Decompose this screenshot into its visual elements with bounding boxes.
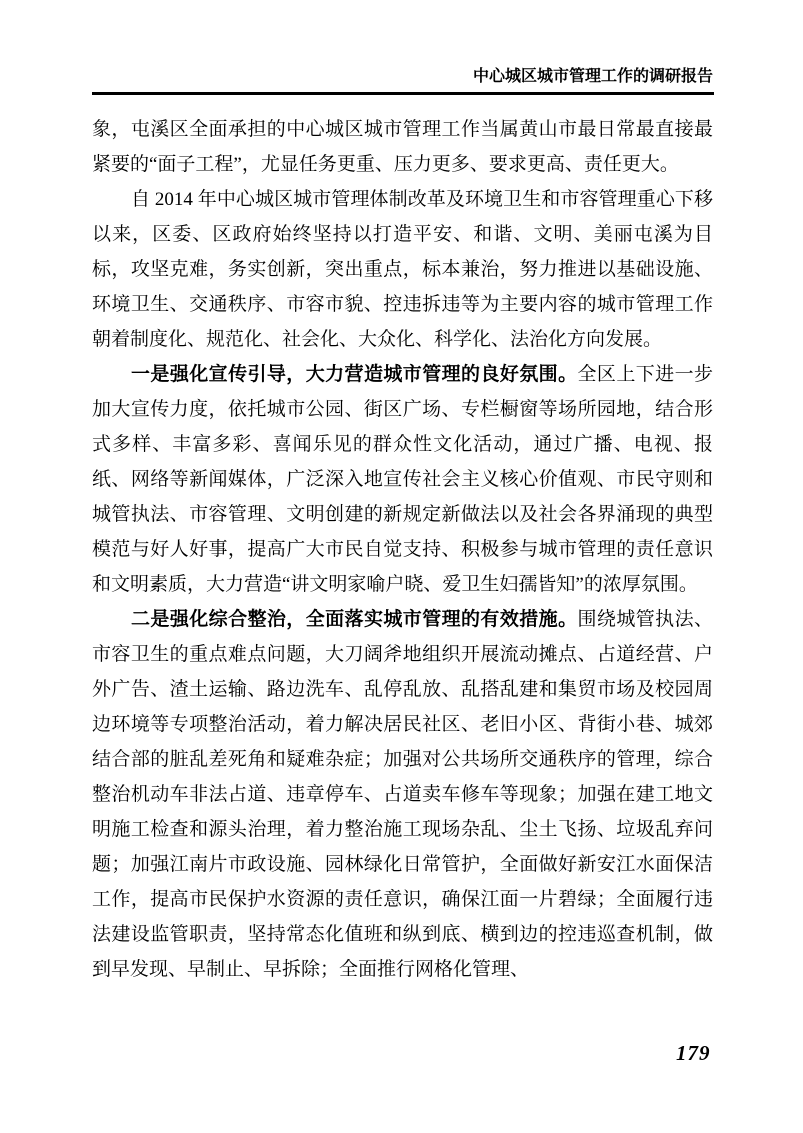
paragraph-text: 自 2014 年中心城区城市管理体制改革及环境卫生和市容管理重心下移以来，区委、区政府始终坚持以打造平安、和谐、文明、美丽屯溪为目标，攻坚克难，务实创新，突出重点，标本兼治，努力推进以基础设施、环境卫生、交通秩序、市容市貌、控违拆违等为主要内容的城市管理工作朝着制度化、规范化、社会化、大众化、科学化、法治化方向发展。 [92,189,713,350]
paragraph-continuation [92,112,713,182]
paragraph-text: 围绕城管执法、市容卫生的重点难点问题，大刀阔斧地组织开展流动摊点、占道经营、户外广告、渣土运输、路边洗车、乱停乱放、乱搭乱建和集贸市场及校园周边环境等专项整治活动，着力解决居民社区、老旧小区、背街小巷、城郊结合部的脏乱差死角和疑难杂症；加强对公共场所交通秩序的管理，综合整治机动车非法占道、违章停车、占道卖车修车等现象；加强在建工地文明施工检查和源头治理，着力整治施工现场杂乱、尘土飞扬、垃圾乱弃问题；加强江南片市政设施、园林绿化日常管护，全面做好新安江水面保洁工作，提高市民保护水资源的责任意识，确保江面一片碧绿；全面履行违法建设监管职责，坚持常态化值班和纵到底、横到边的控违巡查机制，做到早发现、早制止、早拆除；全面推行网格化管理、 [92,609,713,980]
page-number: 179 [676,1041,711,1065]
page-header [92,66,713,88]
paragraph-lead-heading: 一是强化宣传引导，大力营造城市管理的良好氛围。 [131,364,578,385]
paragraph-intro [92,182,713,357]
paragraph-text: 象，屯溪区全面承担的中心城区城市管理工作当属黄山市最日常最直接最紧要的“面子工程”，尤显任务更重、压力更多、要求更高、责任更大。 [92,119,713,175]
header-rule-divider [92,92,714,95]
header-title: 中心城区城市管理工作的调研报告 [472,68,713,85]
document-body [92,112,713,987]
paragraph-point-two [92,602,713,987]
paragraph-text: 全区上下进一步加大宣传力度，依托城市公园、街区广场、专栏橱窗等场所园地，结合形式多样、丰富多彩、喜闻乐见的群众性文化活动，通过广播、电视、报纸、网络等新闻媒体，广泛深入地宣传社会主义核心价值观、市民守则和城管执法、市容管理、文明创建的新规定新做法以及社会各界涌现的典型模范与好人好事，提高广大市民自觉支持、积极参与城市管理的责任意识和文明素质，大力营造“讲文明家喻户晓、爱卫生妇孺皆知”的浓厚氛围。 [92,364,713,595]
paragraph-lead-heading: 二是强化综合整治，全面落实城市管理的有效措施。 [131,609,578,630]
paragraph-point-one [92,357,713,602]
